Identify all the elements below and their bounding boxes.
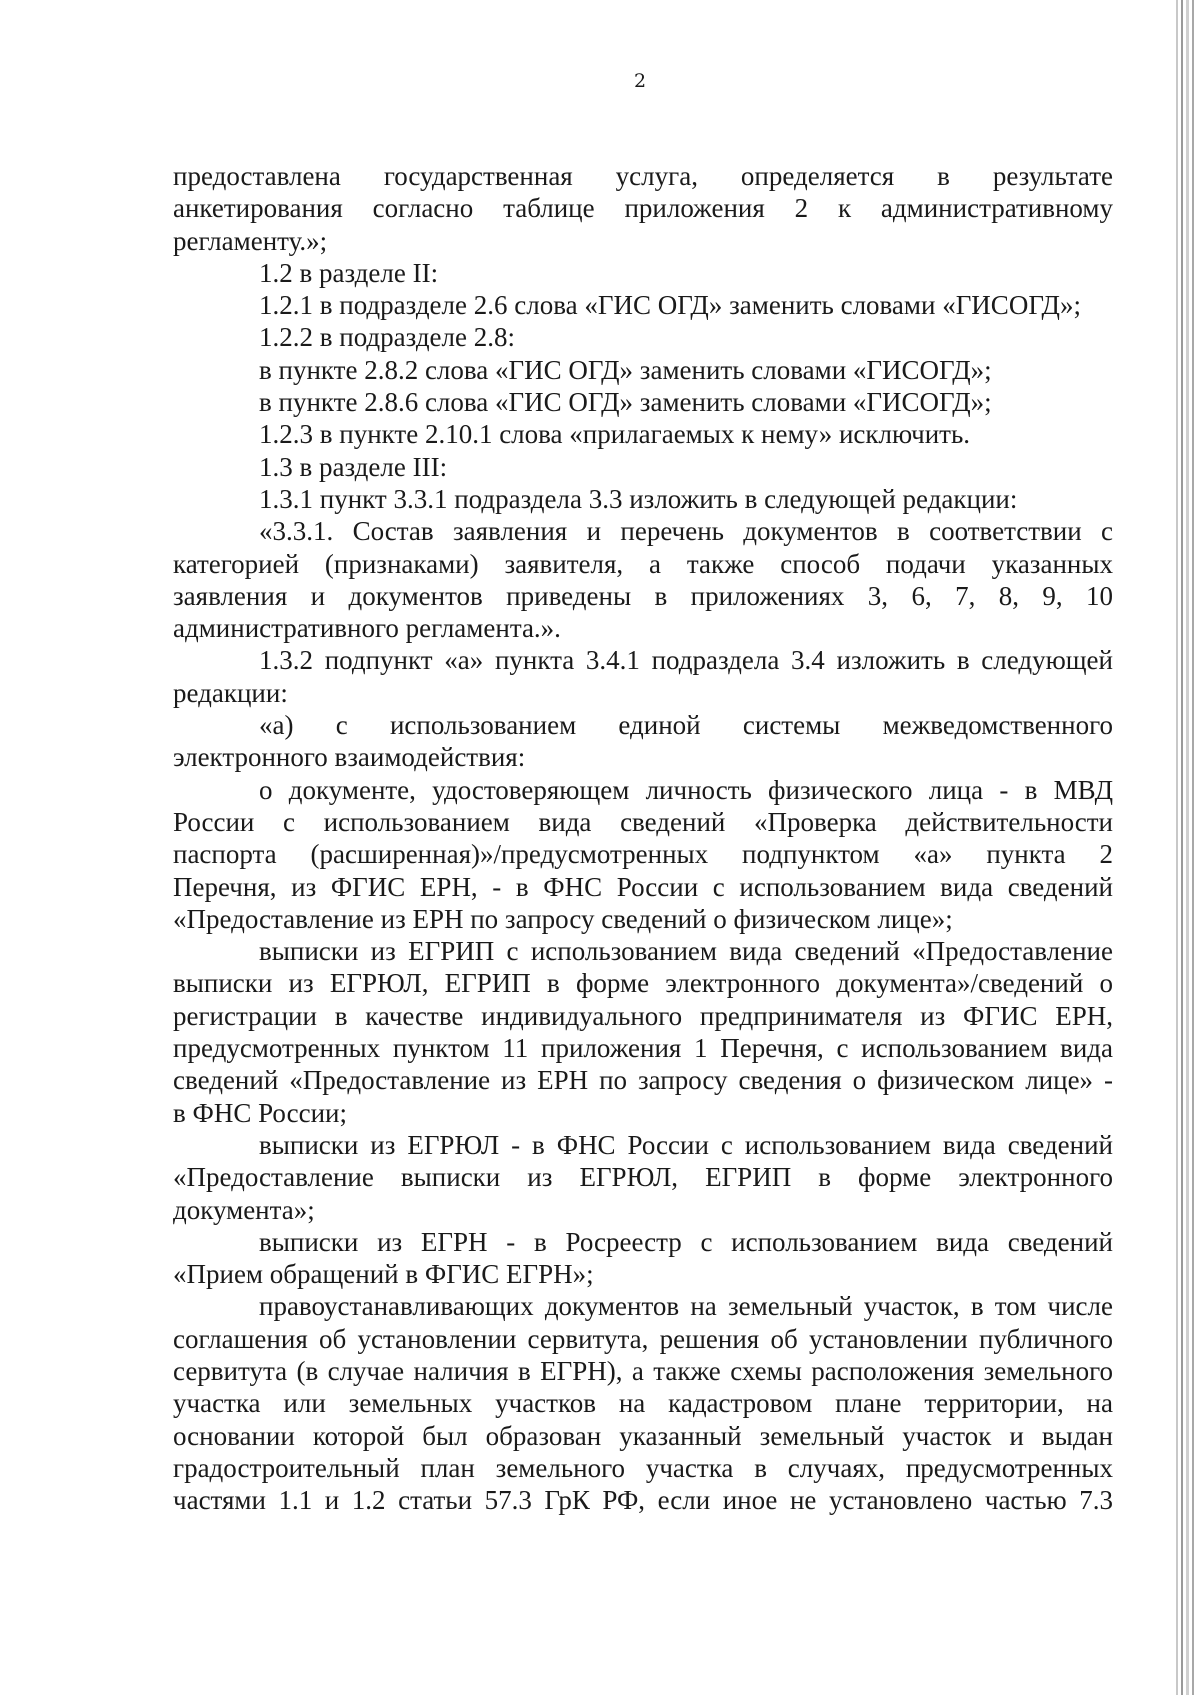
text-line: России с использованием вида сведений «Проверка действительности (173, 806, 1113, 837)
text-line: участка или земельных участков на кадастровом плане территории, на (173, 1388, 1113, 1419)
text-line: «Предоставление выписки из ЕГРЮЛ, ЕГРИП в форме электронного (173, 1162, 1113, 1193)
text-line: 1.2.1 в подразделе 2.6 слова «ГИС ОГД» заменить словами «ГИСОГД»; (259, 290, 1081, 321)
document-body (173, 160, 1113, 1516)
text-line: категорией (признаками) заявителя, а также способ подачи указанных (173, 548, 1113, 579)
text-line: редакции: (173, 677, 288, 708)
text-line: соглашения об установлении сервитута, решения об установлении публичного (173, 1323, 1113, 1354)
text-line: «Прием обращений в ФГИС ЕГРН»; (173, 1259, 594, 1290)
text-line: в ФНС России; (173, 1097, 347, 1128)
text-line: «Предоставление из ЕРН по запросу сведений о физическом лице»; (173, 903, 953, 934)
text-line: «а) с использованием единой системы межведомственного (259, 710, 1113, 741)
text-line: в пункте 2.8.6 слова «ГИС ОГД» заменить словами «ГИСОГД»; (259, 387, 992, 418)
text-line: заявления и документов приведены в приложениях 3, 6, 7, 8, 9, 10 (173, 580, 1113, 611)
text-line: частями 1.1 и 1.2 статьи 57.3 ГрК РФ, если иное не установлено частью 7.3 (173, 1485, 1113, 1516)
text-line: регламенту.»; (173, 225, 328, 256)
text-line: электронного взаимодействия: (173, 742, 526, 773)
text-line: предусмотренных пунктом 11 приложения 1 Перечня, с использованием вида (173, 1033, 1113, 1064)
text-line: документа»; (173, 1194, 315, 1225)
page-number: 2 (633, 70, 647, 92)
scan-edge-line (1181, 0, 1183, 1695)
text-line: выписки из ЕГРН - в Росреестр с использованием вида сведений (259, 1226, 1113, 1257)
text-line: сервитута (в случае наличия в ЕГРН), а также схемы расположения земельного (173, 1355, 1113, 1386)
text-line: градостроительный план земельного участка в случаях, предусмотренных (173, 1452, 1113, 1483)
text-line: предоставлена государственная услуга, определяется в результате (173, 161, 1113, 191)
text-line: анкетирования согласно таблице приложения 2 к административному (173, 193, 1113, 224)
text-line: основании которой был образован указанный земельный участок и выдан (173, 1420, 1113, 1451)
text-line: регистрации в качестве индивидуального предпринимателя из ФГИС ЕРН, (173, 1000, 1113, 1031)
text-line: административного регламента.». (173, 613, 561, 644)
scan-edge-line (1192, 0, 1194, 1695)
text-line: 1.2.2 в подразделе 2.8: (259, 322, 515, 353)
text-line: Перечня, из ФГИС ЕРН, - в ФНС России с использованием вида сведений (173, 871, 1113, 902)
text-line: выписки из ЕГРЮЛ, ЕГРИП в форме электронного документа»/сведений о (173, 968, 1113, 999)
text-line: в пункте 2.8.2 слова «ГИС ОГД» заменить словами «ГИСОГД»; (259, 354, 992, 385)
text-line: выписки из ЕГРИП с использованием вида сведений «Предоставление (259, 936, 1113, 967)
scan-edge-line (1176, 0, 1178, 1695)
text-line: 1.2 в разделе II: (259, 257, 439, 288)
text-line: о документе, удостоверяющем личность физического лица - в МВД (259, 774, 1113, 805)
text-line: 1.3.1 пункт 3.3.1 подраздела 3.3 изложить в следующей редакции: (259, 483, 1018, 514)
text-line: правоустанавливающих документов на земельный участок, в том числе (259, 1291, 1113, 1322)
text-line: сведений «Предоставление из ЕРН по запросу сведения о физическом лице» - (173, 1065, 1113, 1096)
text-line: 1.3 в разделе III: (259, 451, 448, 482)
text-line: «3.3.1. Состав заявления и перечень документов в соответствии с (259, 516, 1113, 547)
text-line: 1.3.2 подпункт «а» пункта 3.4.1 подраздела 3.4 изложить в следующей (259, 645, 1113, 676)
text-line: 1.2.3 в пункте 2.10.1 слова «прилагаемых к нему» исключить. (259, 419, 971, 450)
text-line: выписки из ЕГРЮЛ - в ФНС России с использованием вида сведений (259, 1129, 1113, 1160)
scan-edge-line (1186, 0, 1189, 1695)
text-line: паспорта (расширенная)»/предусмотренных подпунктом «а» пункта 2 (173, 839, 1113, 870)
